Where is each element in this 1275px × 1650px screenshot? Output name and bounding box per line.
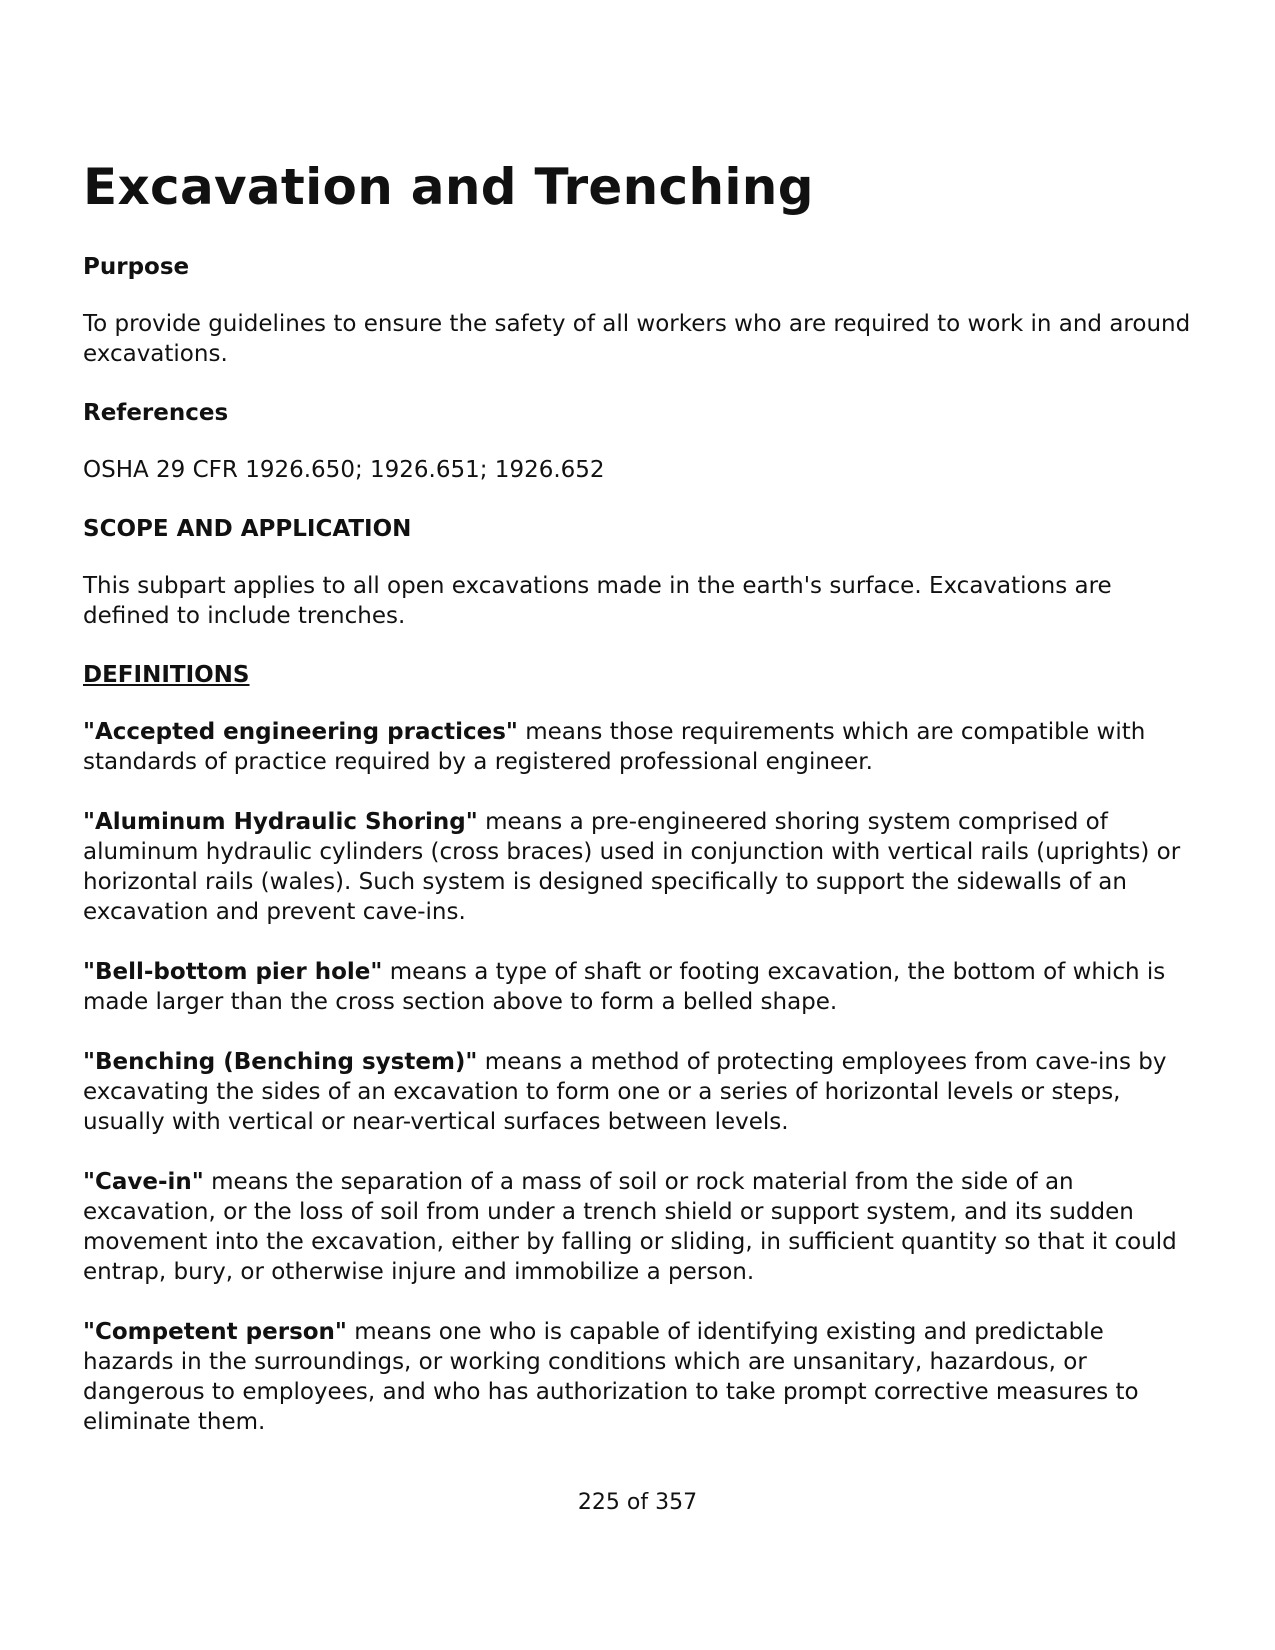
purpose-heading: Purpose — [83, 254, 190, 280]
definition-term: "Accepted engineering practices" — [83, 718, 518, 745]
definition-term: "Competent person" — [83, 1318, 347, 1345]
page-number: 225 of 357 — [577, 1490, 698, 1515]
purpose-text: To provide guidelines to ensure the safety of all workers who are required to work in and around excavations. — [83, 310, 1191, 367]
definition-term: "Benching (Benching system)" — [83, 1048, 478, 1075]
definitions-heading: DEFINITIONS — [83, 661, 250, 688]
definition-term: "Aluminum Hydraulic Shoring" — [83, 808, 478, 835]
definition-item — [83, 957, 1193, 1017]
document-page — [83, 160, 1193, 1467]
definition-item — [83, 1167, 1193, 1287]
definition-text: means a pre-engineered shoring system comprised of aluminum hydraulic cylinders (cross braces) used in conjunction with vertical rails (uprights) or horizontal rails (wales). Such system is designed specifically to support the sidewalls of an excavation and prevent cave-ins. — [83, 808, 1181, 925]
definition-item — [83, 1047, 1193, 1137]
definition-term: "Cave-in" — [83, 1168, 204, 1195]
scope-text: This subpart applies to all open excavations made in the earth's surface. Excavations are defined to include trenches. — [83, 572, 1112, 629]
definition-text: means one who is capable of identifying existing and predictable hazards in the surroundings, or working conditions which are unsanitary, hazardous, or dangerous to employees, and who has authorization to take prompt corrective measures to eliminate them. — [83, 1318, 1139, 1435]
definition-text: means a type of shaft or footing excavation, the bottom of which is made larger than the cross section above to form a belled shape. — [83, 958, 1166, 1015]
scope-heading: SCOPE AND APPLICATION — [83, 515, 412, 542]
definition-term: "Bell-bottom pier hole" — [83, 958, 383, 985]
definition-item — [83, 1317, 1193, 1437]
definition-text: means those requirements which are compatible with standards of practice required by a registered professional engineer. — [83, 718, 1146, 775]
references-text: OSHA 29 CFR 1926.650; 1926.651; 1926.652 — [83, 456, 605, 483]
definition-item — [83, 717, 1193, 777]
definition-text: means the separation of a mass of soil or rock material from the side of an excavation, or the loss of soil from under a trench shield or support system, and its sudden movement into the excavation, either by falling or sliding, in sufficient quantity so that it could entrap, bury, or otherwise injure and immobilize a person. — [83, 1168, 1177, 1285]
definition-text: means a method of protecting employees from cave-ins by excavating the sides of an excavation to form one or a series of horizontal levels or steps, usually with vertical or near-vertical surfaces between levels. — [83, 1048, 1167, 1135]
document-title: Excavation and Trenching — [83, 158, 814, 216]
definition-item — [83, 807, 1193, 927]
references-heading: References — [83, 399, 229, 426]
